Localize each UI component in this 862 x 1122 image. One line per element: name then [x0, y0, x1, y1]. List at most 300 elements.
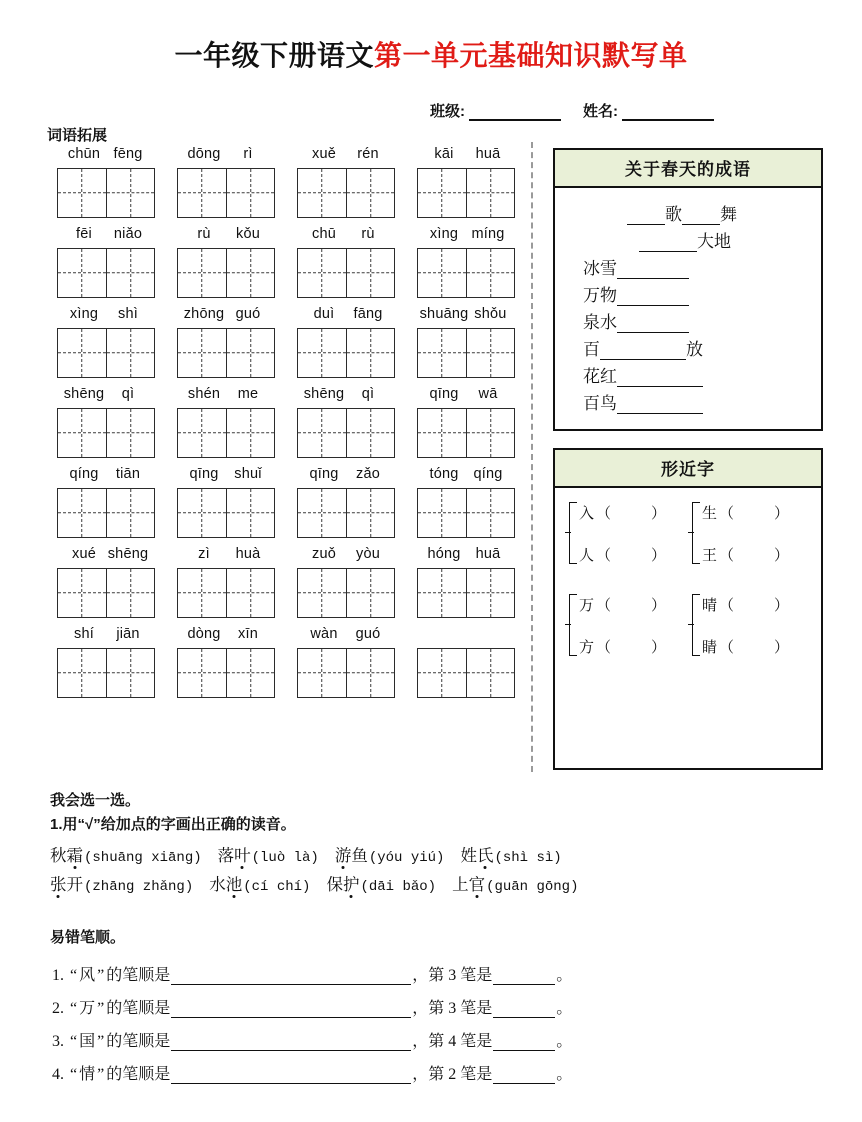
tianzige-box[interactable] [298, 329, 346, 377]
pinyin-syllable: shēng [63, 386, 105, 402]
stroke-tail-prefix: 第 4 笔是 [428, 1033, 493, 1050]
tianzige-box[interactable] [298, 409, 346, 457]
brace-items [579, 594, 666, 656]
word-character: 保 [326, 875, 343, 894]
pinyin-label [416, 226, 516, 246]
tianzige-box[interactable] [298, 169, 346, 217]
pinyin-label [296, 626, 396, 646]
answer-paren-open: （ [596, 597, 612, 614]
tianzige-box[interactable] [298, 649, 346, 697]
idiom-blank[interactable] [617, 315, 689, 333]
pinyin-label [416, 386, 516, 406]
emphasized-character: 池 [226, 871, 243, 895]
similar-character-item[interactable] [579, 544, 666, 564]
answer-paren-open: （ [719, 505, 735, 522]
name-input-blank[interactable] [622, 106, 714, 121]
stroke-target-character: 风 [79, 967, 96, 984]
tianzige-box[interactable] [346, 249, 394, 297]
tianzige-box[interactable] [226, 649, 274, 697]
word-grid-cell [286, 146, 406, 218]
word-grid-cell [286, 626, 406, 698]
brace-items [579, 502, 666, 564]
pronunciation-item[interactable] [335, 842, 445, 866]
tianzige-box[interactable] [226, 409, 274, 457]
pronunciation-options[interactable]: (dāi bǎo) [360, 879, 437, 895]
section-heading-word-expansion: 词语拓展 [47, 127, 108, 144]
word-grid-cell [166, 466, 286, 538]
tianzige-box[interactable] [106, 169, 154, 217]
word-grid-cell [46, 546, 166, 618]
pinyin-syllable: zì [198, 546, 210, 562]
tianzige-box[interactable] [226, 329, 274, 377]
pinyin-syllable: zǎo [356, 466, 380, 482]
word-grid-row [46, 146, 526, 218]
pronunciation-options[interactable]: (luò là) [251, 850, 319, 866]
pronunciation-word [218, 842, 251, 866]
idiom-character: 大地 [697, 232, 731, 251]
character-box-pair[interactable] [297, 328, 395, 378]
stroke-order-item-1 [52, 962, 572, 985]
stroke-nth-answer-blank[interactable] [493, 969, 555, 985]
similar-character-item[interactable] [579, 594, 666, 614]
stroke-order-answer-blank[interactable] [171, 1002, 411, 1018]
tianzige-box[interactable] [178, 329, 226, 377]
character-box-pair[interactable] [297, 248, 395, 298]
character-box-pair[interactable] [177, 568, 275, 618]
stroke-quote-close: ” [97, 967, 105, 984]
pinyin-syllable: rén [357, 146, 379, 162]
character-box-pair[interactable] [177, 248, 275, 298]
similar-character: 人 [579, 547, 595, 564]
pronunciation-options[interactable]: (zhāng zhǎng) [84, 879, 194, 895]
similar-character-item[interactable] [579, 636, 666, 656]
answer-paren-close: ） [774, 547, 790, 564]
character-box-pair[interactable] [177, 328, 275, 378]
character-box-pair[interactable] [417, 328, 515, 378]
character-box-pair[interactable] [177, 168, 275, 218]
pronunciation-options[interactable]: (guān gōng) [486, 879, 579, 895]
stroke-quote-open: “ [70, 1033, 78, 1050]
class-label: 班级: [430, 103, 465, 120]
pronunciation-item[interactable] [218, 842, 319, 866]
tianzige-box[interactable] [418, 249, 466, 297]
similar-character-item[interactable] [702, 502, 789, 522]
idiom-character: 百鸟 [583, 394, 617, 413]
pinyin-syllable: duì [313, 306, 335, 322]
pronunciation-options[interactable]: (shì sì) [494, 850, 562, 866]
word-character: 秋 [50, 846, 67, 865]
stroke-quote-close: ” [97, 1033, 105, 1050]
pinyin-syllable: qíng [473, 466, 503, 482]
pronunciation-options[interactable]: (cí chí) [243, 879, 311, 895]
similar-character: 生 [702, 505, 718, 522]
title-red-part: 第一单元基础知识默写单 [374, 40, 688, 71]
brace-icon [565, 594, 577, 656]
similar-characters-heading: 形近字 [555, 450, 821, 488]
pinyin-label [176, 146, 276, 166]
pinyin-syllable: xuě [312, 146, 336, 162]
pronunciation-item[interactable] [452, 871, 578, 895]
pinyin-syllable: kāi [434, 146, 454, 162]
pinyin-label [176, 306, 276, 326]
idiom-blank[interactable] [617, 261, 689, 279]
word-character: 开 [66, 875, 83, 894]
pronunciation-item[interactable] [460, 842, 561, 866]
idiom-line [569, 225, 807, 252]
tianzige-box[interactable] [298, 249, 346, 297]
stroke-nth-answer-blank[interactable] [493, 1002, 555, 1018]
tianzige-box[interactable] [418, 409, 466, 457]
similar-character-row [565, 502, 811, 564]
idiom-character: 百 [583, 340, 600, 359]
pronunciation-word [209, 871, 242, 895]
character-box-pair[interactable] [177, 408, 275, 458]
pronunciation-item[interactable] [50, 842, 202, 866]
stroke-mid-text: 的笔顺是 [106, 1000, 171, 1017]
pronunciation-options[interactable]: (yóu yiú) [368, 850, 445, 866]
idiom-line [569, 387, 807, 414]
answer-paren-close: ） [774, 639, 790, 656]
tianzige-box[interactable] [418, 169, 466, 217]
title-black-part: 一年级下册语文 [174, 40, 374, 71]
word-grid-row [46, 226, 526, 298]
stroke-tail-prefix: 第 3 笔是 [428, 1000, 493, 1017]
stroke-quote-close: ” [97, 1066, 105, 1083]
pinyin-syllable: guó [355, 626, 381, 642]
similar-character-item[interactable] [702, 594, 789, 614]
character-box-pair[interactable] [417, 568, 515, 618]
emphasized-character: 张 [50, 871, 67, 895]
character-box-pair[interactable] [57, 168, 155, 218]
pinyin-syllable: xué [72, 546, 96, 562]
emphasized-character: 霜 [67, 842, 84, 866]
name-label: 姓名: [583, 103, 618, 120]
pronunciation-item[interactable] [50, 871, 193, 895]
idiom-character: 歌 [665, 205, 682, 224]
pinyin-syllable: dōng [187, 146, 221, 162]
idiom-line [569, 360, 807, 387]
word-grid-cell [286, 546, 406, 618]
pinyin-syllable: shuǐ [234, 466, 262, 482]
stroke-item-number: 1. [52, 967, 64, 984]
tianzige-box[interactable] [346, 569, 394, 617]
tianzige-box[interactable] [346, 649, 394, 697]
pinyin-syllable: shén [187, 386, 221, 402]
pinyin-label [56, 226, 156, 246]
tianzige-box[interactable] [346, 329, 394, 377]
spring-idioms-heading: 关于春天的成语 [555, 150, 821, 188]
character-box-pair[interactable] [417, 408, 515, 458]
word-grid-cell [166, 546, 286, 618]
character-box-pair[interactable] [417, 488, 515, 538]
question-1-prompt: 1.用“√”给加点的字画出正确的读音。 [50, 816, 296, 833]
tianzige-box[interactable] [418, 569, 466, 617]
pinyin-syllable: yòu [356, 546, 380, 562]
word-grid-cell [166, 306, 286, 378]
pronunciation-options[interactable]: (shuāng xiāng) [84, 850, 202, 866]
pronunciation-word [460, 842, 493, 866]
answer-paren-open: （ [719, 597, 735, 614]
pinyin-label [176, 226, 276, 246]
pinyin-label [416, 466, 516, 486]
pinyin-syllable: zhōng [183, 306, 225, 322]
tianzige-box[interactable] [106, 489, 154, 537]
emphasized-character: 叶 [234, 842, 251, 866]
pinyin-syllable: chū [312, 226, 336, 242]
tianzige-box[interactable] [178, 569, 226, 617]
pinyin-syllable: huà [235, 546, 261, 562]
pinyin-syllable: wàn [310, 626, 338, 642]
word-grid-cell [166, 146, 286, 218]
similar-character: 睛 [702, 639, 718, 656]
word-character: 鱼 [351, 846, 368, 865]
tianzige-box[interactable] [346, 409, 394, 457]
tianzige-box[interactable] [106, 329, 154, 377]
similar-character-group [565, 502, 688, 564]
word-grid-cell [46, 226, 166, 298]
answer-paren-close: ） [651, 639, 667, 656]
answer-paren-close: ） [774, 505, 790, 522]
word-grid-cell [46, 306, 166, 378]
pinyin-label [416, 626, 516, 646]
character-box-pair[interactable] [297, 648, 395, 698]
tianzige-box[interactable] [106, 569, 154, 617]
pinyin-syllable: guó [235, 306, 261, 322]
pinyin-syllable: shēng [107, 546, 149, 562]
tianzige-box[interactable] [466, 569, 514, 617]
emphasized-character: 官 [469, 871, 486, 895]
tianzige-box[interactable] [106, 649, 154, 697]
tianzige-box[interactable] [466, 169, 514, 217]
pinyin-syllable: me [237, 386, 259, 402]
student-info-row [430, 100, 714, 121]
answer-paren-open: （ [596, 505, 612, 522]
similar-character: 万 [579, 597, 595, 614]
stroke-quote-open: “ [70, 1066, 78, 1083]
tianzige-box[interactable] [418, 649, 466, 697]
tianzige-box[interactable] [466, 649, 514, 697]
word-character: 落 [217, 846, 235, 865]
pinyin-label [56, 146, 156, 166]
character-box-pair[interactable] [417, 648, 515, 698]
stroke-order-answer-blank[interactable] [171, 969, 411, 985]
stroke-nth-answer-blank[interactable] [493, 1035, 555, 1051]
pronunciation-item[interactable] [326, 871, 436, 895]
word-grid-row [46, 466, 526, 538]
tianzige-box[interactable] [466, 489, 514, 537]
character-box-pair[interactable] [57, 488, 155, 538]
pinyin-syllable: shí [74, 626, 94, 642]
pronunciation-word [50, 871, 83, 895]
idiom-blank[interactable] [682, 207, 720, 225]
word-character: 上 [452, 875, 469, 894]
answer-paren-close: ） [651, 547, 667, 564]
tianzige-box[interactable] [58, 169, 106, 217]
idiom-blank[interactable] [617, 396, 703, 414]
stroke-period: 。 [556, 1033, 573, 1050]
emphasized-character: 护 [343, 871, 360, 895]
section-heading-choose: 我会选一选。 [50, 792, 141, 809]
answer-paren-open: （ [596, 639, 612, 656]
brace-icon [688, 594, 700, 656]
tianzige-box[interactable] [226, 249, 274, 297]
pinyin-syllable: chūn [67, 146, 101, 162]
similar-character-item[interactable] [702, 636, 789, 656]
word-grid-cell [286, 466, 406, 538]
similar-character: 王 [702, 547, 718, 564]
tianzige-box[interactable] [178, 169, 226, 217]
stroke-comma: ， [412, 967, 429, 984]
stroke-quote-open: “ [70, 967, 78, 984]
idiom-line [569, 333, 807, 360]
word-grid-cell [286, 306, 406, 378]
tianzige-box[interactable] [58, 649, 106, 697]
tianzige-box[interactable] [58, 409, 106, 457]
pinyin-syllable: hóng [427, 546, 461, 562]
tianzige-box[interactable] [58, 489, 106, 537]
tianzige-box[interactable] [466, 249, 514, 297]
tianzige-box[interactable] [178, 409, 226, 457]
tianzige-box[interactable] [226, 169, 274, 217]
similar-characters-panel [553, 448, 823, 770]
stroke-period: 。 [556, 1066, 573, 1083]
character-box-pair[interactable] [57, 648, 155, 698]
section-heading-stroke-order: 易错笔顺。 [50, 929, 126, 946]
pinyin-label [176, 546, 276, 566]
character-box-pair[interactable] [57, 568, 155, 618]
tianzige-box[interactable] [346, 169, 394, 217]
character-box-pair[interactable] [297, 168, 395, 218]
tianzige-box[interactable] [298, 569, 346, 617]
column-divider [531, 142, 533, 772]
character-box-pair[interactable] [57, 328, 155, 378]
brace-items [702, 594, 789, 656]
pinyin-label [56, 306, 156, 326]
word-grid-cell [46, 386, 166, 458]
pinyin-label [56, 546, 156, 566]
stroke-tail-prefix: 第 3 笔是 [428, 967, 493, 984]
pronunciation-item[interactable] [209, 871, 310, 895]
word-grid-cell [166, 386, 286, 458]
stroke-quote-close: ” [97, 1000, 105, 1017]
word-grid-row [46, 386, 526, 458]
stroke-order-item-4 [52, 1061, 572, 1084]
word-grid-cell [166, 226, 286, 298]
pronunciation-row-2 [50, 871, 578, 895]
pinyin-label [56, 466, 156, 486]
tianzige-box[interactable] [178, 649, 226, 697]
word-grid-cell [286, 226, 406, 298]
tianzige-box[interactable] [466, 329, 514, 377]
similar-character-item[interactable] [702, 544, 789, 564]
tianzige-box[interactable] [178, 489, 226, 537]
pinyin-syllable: wā [478, 386, 498, 402]
tianzige-box[interactable] [58, 249, 106, 297]
character-box-pair[interactable] [57, 248, 155, 298]
stroke-order-answer-blank[interactable] [171, 1035, 411, 1051]
character-box-pair[interactable] [297, 568, 395, 618]
tianzige-box[interactable] [226, 569, 274, 617]
idiom-blank[interactable] [600, 342, 686, 360]
character-box-pair[interactable] [177, 648, 275, 698]
pinyin-syllable: fēi [76, 226, 92, 242]
tianzige-box[interactable] [226, 489, 274, 537]
pinyin-syllable: huā [475, 146, 501, 162]
pinyin-syllable: huā [475, 546, 501, 562]
stroke-comma: ， [412, 1000, 429, 1017]
character-box-pair[interactable] [417, 168, 515, 218]
idiom-character: 舞 [720, 205, 737, 224]
idiom-blank[interactable] [639, 234, 697, 252]
pinyin-syllable: niǎo [113, 226, 143, 242]
pinyin-label [416, 306, 516, 326]
stroke-quote-open: “ [70, 1000, 78, 1017]
tianzige-box[interactable] [58, 569, 106, 617]
character-box-pair[interactable] [417, 248, 515, 298]
tianzige-box[interactable] [346, 489, 394, 537]
tianzige-box[interactable] [418, 489, 466, 537]
brace-icon [565, 502, 577, 564]
spring-idioms-panel [553, 148, 823, 431]
idiom-line [569, 279, 807, 306]
idiom-character: 冰雪 [583, 259, 617, 278]
pinyin-label [176, 466, 276, 486]
tianzige-box[interactable] [298, 489, 346, 537]
pronunciation-word [335, 842, 368, 866]
pinyin-label [416, 546, 516, 566]
word-grid-cell [406, 386, 526, 458]
pinyin-label [296, 306, 396, 326]
similar-characters-groups [555, 488, 821, 656]
tianzige-box[interactable] [106, 409, 154, 457]
answer-paren-close: ） [774, 597, 790, 614]
tianzige-box[interactable] [418, 329, 466, 377]
idiom-line [569, 252, 807, 279]
word-character: 姓 [460, 846, 477, 865]
word-grid-cell [406, 546, 526, 618]
page-title [0, 34, 862, 74]
idiom-blank[interactable] [617, 369, 703, 387]
character-box-pair[interactable] [297, 408, 395, 458]
stroke-order-item-3 [52, 1028, 572, 1051]
class-input-blank[interactable] [469, 106, 561, 121]
pinyin-syllable: qīng [309, 466, 339, 482]
idiom-blank[interactable] [617, 288, 689, 306]
idiom-blank[interactable] [627, 207, 665, 225]
word-grid-row [46, 626, 526, 698]
similar-character-group [688, 594, 811, 656]
tianzige-box[interactable] [58, 329, 106, 377]
pinyin-label [176, 386, 276, 406]
pinyin-syllable: zuǒ [312, 546, 336, 562]
pinyin-syllable: tiān [115, 466, 141, 482]
character-box-pair[interactable] [297, 488, 395, 538]
stroke-order-answer-blank[interactable] [171, 1068, 411, 1084]
character-box-pair[interactable] [177, 488, 275, 538]
similar-character-item[interactable] [579, 502, 666, 522]
tianzige-box[interactable] [466, 409, 514, 457]
pinyin-syllable: xìng [69, 306, 99, 322]
stroke-mid-text: 的笔顺是 [106, 1066, 171, 1083]
similar-character: 入 [579, 505, 595, 522]
stroke-nth-answer-blank[interactable] [493, 1068, 555, 1084]
tianzige-box[interactable] [106, 249, 154, 297]
stroke-target-character: 国 [79, 1033, 96, 1050]
pronunciation-word [452, 871, 485, 895]
character-box-pair[interactable] [57, 408, 155, 458]
pinyin-syllable: qīng [429, 386, 459, 402]
tianzige-box[interactable] [178, 249, 226, 297]
